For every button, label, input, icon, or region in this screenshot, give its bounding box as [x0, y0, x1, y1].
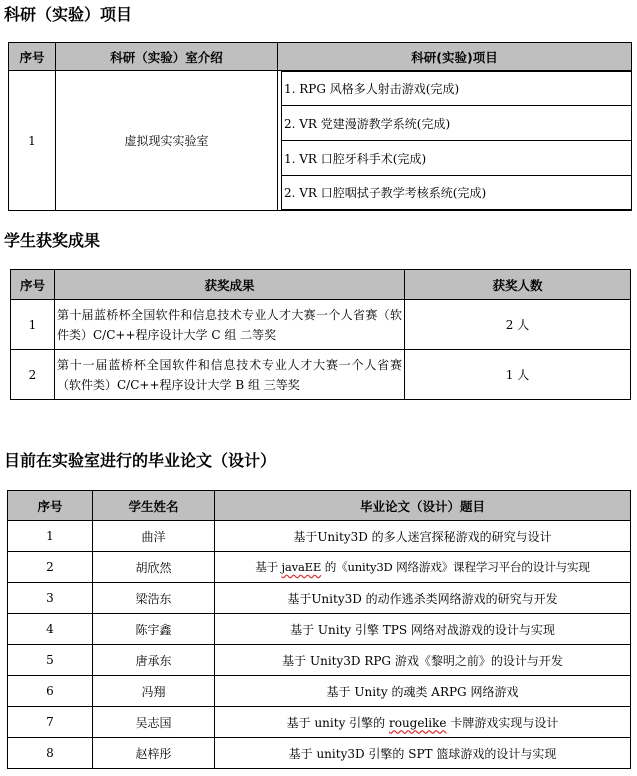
thesis-index: 5 [8, 645, 93, 676]
header-thesis-title: 毕业论文（设计）题目 [215, 491, 631, 521]
project-item: 2. VR 党建漫游教学系统(完成) [282, 106, 632, 141]
student-name: 陈宇鑫 [93, 614, 215, 645]
award-result: 第十一届蓝桥杯全国软件和信息技术专业人才大赛一个人省赛（软件类）C/C++程序设计大学 B 组 三等奖 [55, 350, 405, 400]
project-item: 1. VR 口腔牙科手术(完成) [282, 141, 632, 176]
header-index: 序号 [11, 270, 55, 300]
student-name: 唐承东 [93, 645, 215, 676]
header-projects: 科研(实验)项目 [278, 43, 632, 71]
thesis-index: 8 [8, 738, 93, 769]
awards-heading: 学生获奖成果 [4, 231, 101, 250]
student-name: 冯翔 [93, 676, 215, 707]
thesis-title: 基于Unity3D 的多人迷宫探秘游戏的研究与设计 [215, 521, 631, 552]
award-index: 1 [11, 300, 55, 350]
student-name: 梁浩东 [93, 583, 215, 614]
awards-table [10, 269, 631, 400]
thesis-title: 基于 Unity 的魂类 ARPG 网络游戏 [215, 676, 631, 707]
thesis-title [215, 707, 631, 738]
thesis-title-pre: 基于 [255, 560, 282, 574]
header-index: 序号 [8, 491, 93, 521]
thesis-title-pre: 基于 unity 引擎的 [286, 715, 389, 730]
thesis-index: 2 [8, 552, 93, 583]
lab-name: 虚拟现实实验室 [56, 71, 278, 211]
thesis-title [215, 552, 631, 583]
header-lab-intro: 科研（实验）室介绍 [56, 43, 278, 71]
thesis-title-post: 的《unity3D 网络游戏》课程学习平台的设计与实现 [321, 560, 590, 574]
project-list [281, 71, 632, 210]
thesis-title: 基于 Unity3D RPG 游戏《黎明之前》的设计与开发 [215, 645, 631, 676]
student-name: 吴志国 [93, 707, 215, 738]
lab-index: 1 [9, 71, 56, 211]
spellcheck-marked-word: javaEE [281, 560, 322, 574]
research-heading: 科研（实验）项目 [4, 5, 133, 24]
student-name: 曲洋 [93, 521, 215, 552]
theses-table [7, 490, 631, 769]
theses-heading: 目前在实验室进行的毕业论文（设计） [4, 451, 277, 470]
student-name: 胡欣然 [93, 552, 215, 583]
project-item: 2. VR 口腔咽拭子教学考核系统(完成) [282, 176, 632, 210]
award-count: 2 人 [405, 300, 631, 350]
award-count: 1 人 [405, 350, 631, 400]
thesis-index: 7 [8, 707, 93, 738]
award-index: 2 [11, 350, 55, 400]
project-item: 1. RPG 风格多人射击游戏(完成) [282, 72, 632, 106]
spellcheck-marked-word: rougelike [388, 715, 447, 730]
thesis-index: 6 [8, 676, 93, 707]
header-student-name: 学生姓名 [93, 491, 215, 521]
research-table [8, 42, 632, 211]
thesis-index: 1 [8, 521, 93, 552]
header-award-result: 获奖成果 [55, 270, 405, 300]
award-result: 第十届蓝桥杯全国软件和信息技术专业人才大赛一个人省赛（软件类）C/C++程序设计大学 C 组 二等奖 [55, 300, 405, 350]
thesis-title: 基于Unity3D 的动作逃杀类网络游戏的研究与开发 [215, 583, 631, 614]
header-index: 序号 [9, 43, 56, 71]
student-name: 赵梓彤 [93, 738, 215, 769]
thesis-index: 4 [8, 614, 93, 645]
thesis-title: 基于 Unity 引擎 TPS 网络对战游戏的设计与实现 [215, 614, 631, 645]
thesis-title: 基于 unity3D 引擎的 SPT 篮球游戏的设计与实现 [215, 738, 631, 769]
thesis-index: 3 [8, 583, 93, 614]
thesis-title-post: 卡牌游戏实现与设计 [446, 715, 559, 730]
header-award-count: 获奖人数 [405, 270, 631, 300]
